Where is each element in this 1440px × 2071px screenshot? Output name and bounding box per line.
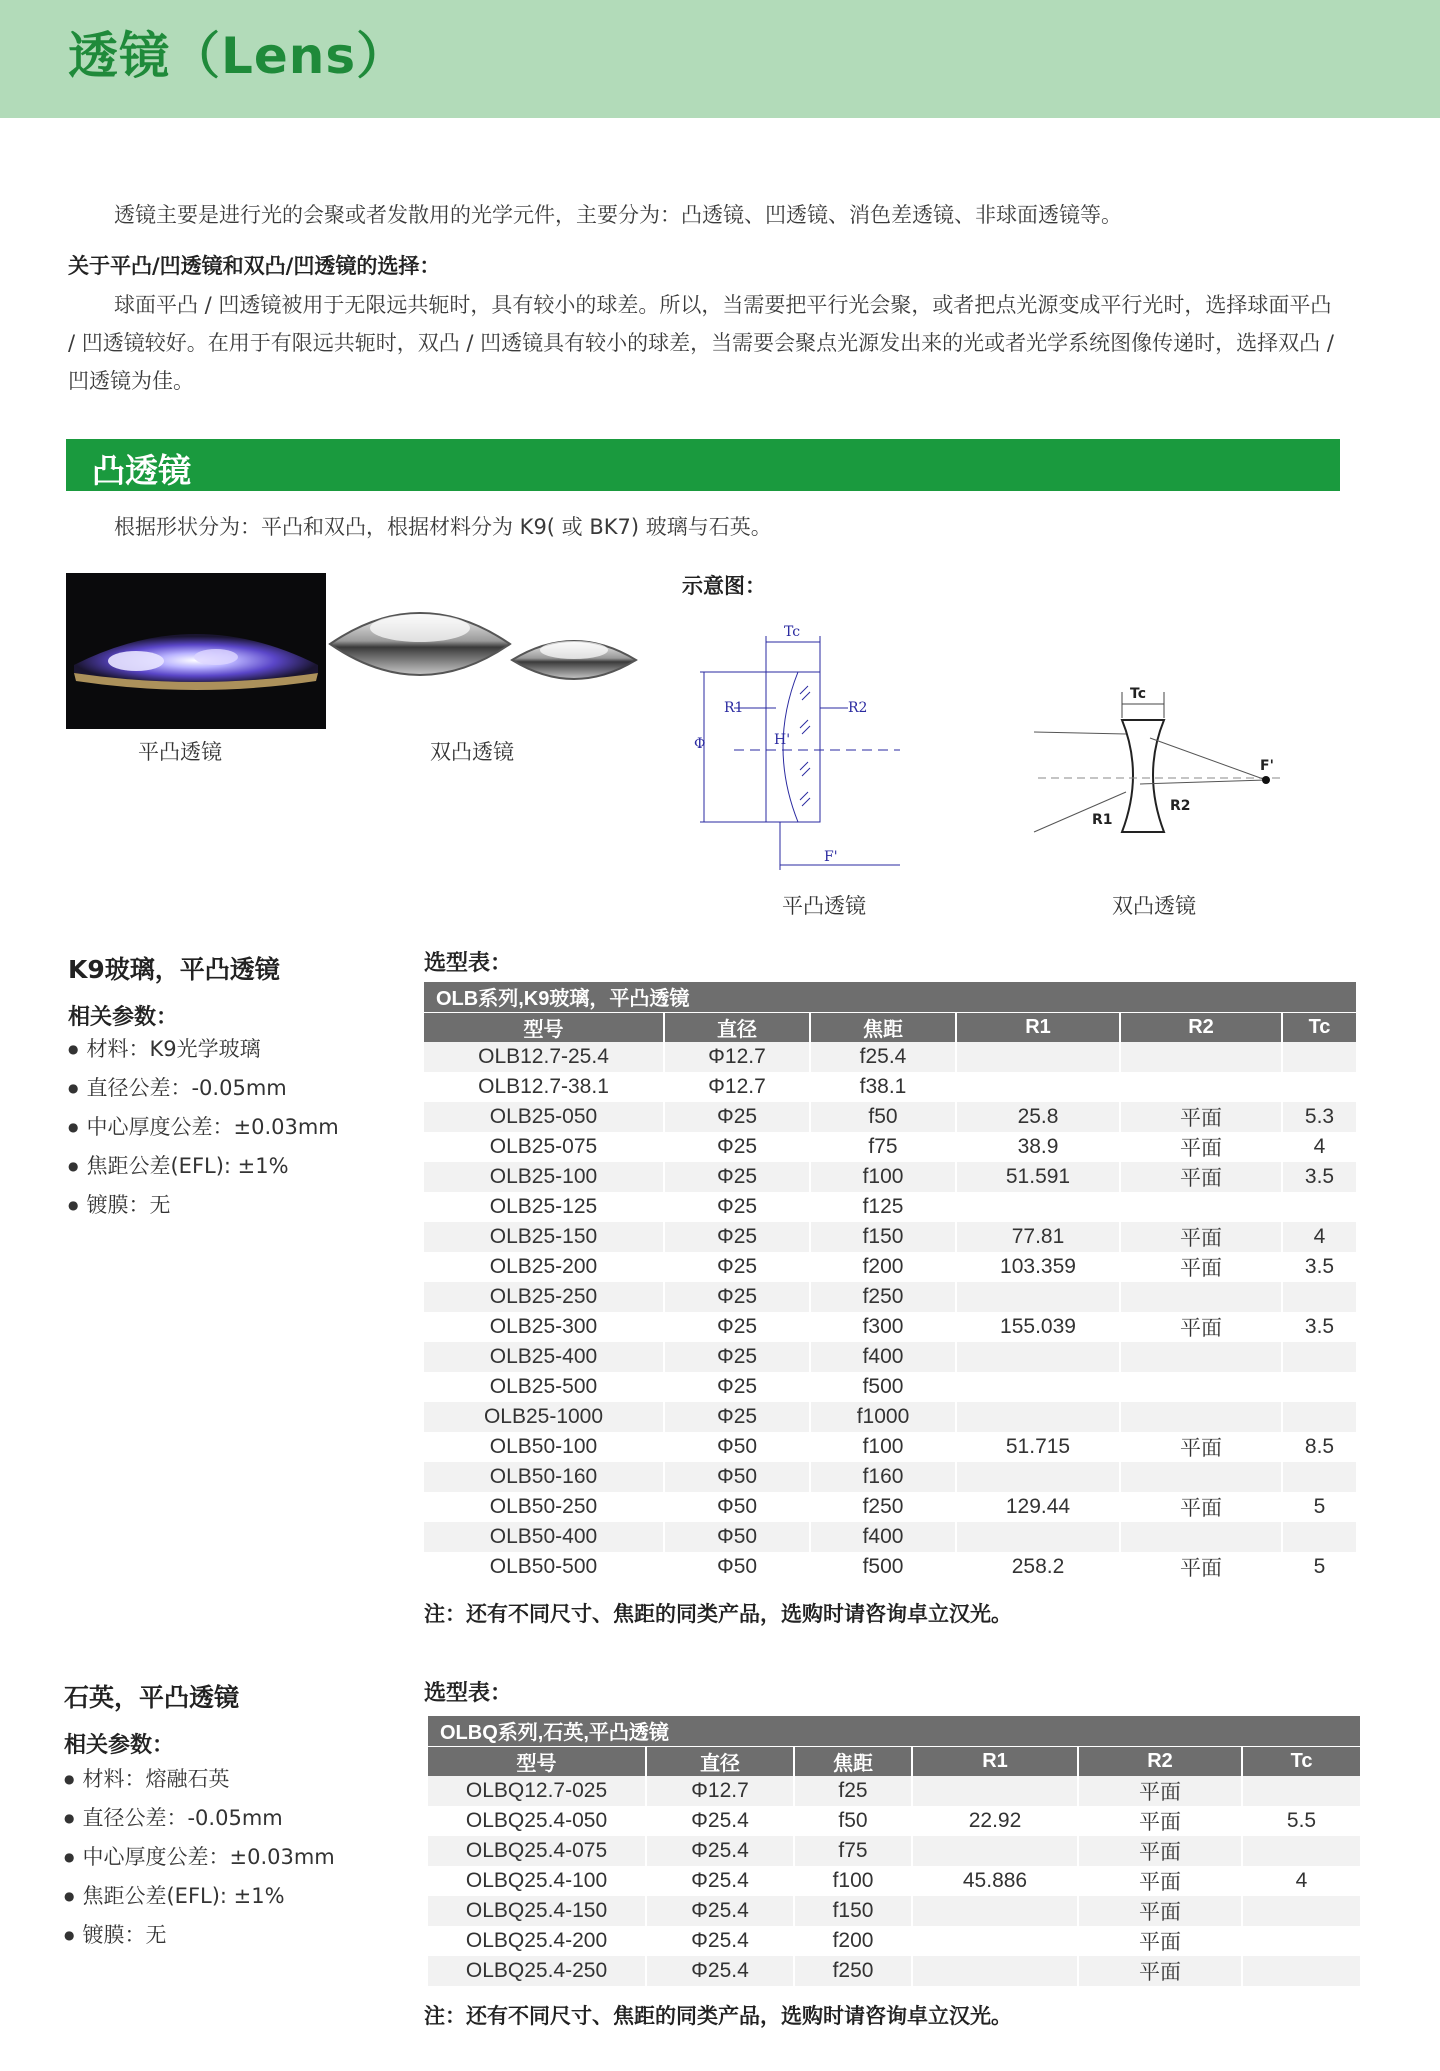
quartz-selection-table <box>428 1716 1360 1986</box>
table-cell: Φ50 <box>664 1552 810 1582</box>
plano-r2-label: R2 <box>848 700 868 716</box>
table-cell <box>956 1282 1120 1312</box>
plano-tc-label: Tc <box>784 624 801 640</box>
table-cell <box>1282 1282 1356 1312</box>
table-cell: OLB25-125 <box>424 1192 664 1222</box>
table-cell: 25.8 <box>956 1102 1120 1132</box>
table-cell: Φ25.4 <box>646 1806 794 1836</box>
table-cell: f160 <box>810 1462 956 1492</box>
table-cell: Φ25 <box>664 1372 810 1402</box>
table-cell: 平面 <box>1078 1956 1242 1986</box>
plano-phi-label: Φ <box>694 736 706 752</box>
biconvex-lens-photo <box>326 588 642 716</box>
table-cell: 平面 <box>1120 1252 1282 1282</box>
table-row <box>424 1432 1356 1462</box>
quartz-table-title: OLBQ系列,石英,平凸透镜 <box>428 1716 1360 1746</box>
table-cell: OLB25-1000 <box>424 1402 664 1432</box>
table-cell: 8.5 <box>1282 1432 1356 1462</box>
table-row <box>428 1896 1360 1926</box>
table-cell: 5 <box>1282 1552 1356 1582</box>
k9-params-list <box>68 1030 339 1225</box>
table-cell: OLB25-150 <box>424 1222 664 1252</box>
biconvex-tc-label: Tc <box>1130 686 1146 702</box>
table-cell: f50 <box>794 1806 912 1836</box>
table-cell: f400 <box>810 1342 956 1372</box>
table-cell: f125 <box>810 1192 956 1222</box>
table-row <box>424 1192 1356 1222</box>
table-cell: Φ25 <box>664 1222 810 1252</box>
table-row <box>428 1836 1360 1866</box>
biconvex-r2-label: R2 <box>1170 798 1191 814</box>
table-row <box>424 1492 1356 1522</box>
table-cell: OLB50-160 <box>424 1462 664 1492</box>
table-row <box>424 1252 1356 1282</box>
table-cell: Φ25.4 <box>646 1836 794 1866</box>
quartz-params-label: 相关参数： <box>64 1733 175 1758</box>
k9-note: 注：还有不同尺寸、焦距的同类产品，选购时请咨询卓立汉光。 <box>424 1602 1012 1626</box>
biconvex-diagram <box>1030 682 1290 852</box>
table-cell: f500 <box>810 1372 956 1402</box>
table-cell: OLBQ25.4-200 <box>428 1926 646 1956</box>
choice-heading: 关于平凸/凹透镜和双凸/凹透镜的选择： <box>68 254 441 278</box>
table-cell: 22.92 <box>912 1806 1078 1836</box>
table-cell <box>1120 1462 1282 1492</box>
table-row <box>424 1522 1356 1552</box>
table-cell: Φ50 <box>664 1492 810 1522</box>
column-header: 直径 <box>646 1746 794 1776</box>
table-cell: Φ25 <box>664 1402 810 1432</box>
table-row <box>424 1402 1356 1432</box>
param-item: ● 直径公差：-0.05mm <box>68 1069 339 1108</box>
table-cell: OLB25-075 <box>424 1132 664 1162</box>
table-cell <box>1282 1072 1356 1102</box>
table-cell <box>1120 1072 1282 1102</box>
table-cell <box>1120 1342 1282 1372</box>
table-cell <box>1120 1282 1282 1312</box>
table-cell <box>1282 1192 1356 1222</box>
table-cell <box>956 1402 1120 1432</box>
table-cell <box>912 1776 1078 1806</box>
table-cell: Φ25 <box>664 1282 810 1312</box>
table-cell <box>1282 1342 1356 1372</box>
choice-text: 球面平凸 / 凹透镜被用于无限远共轭时，具有较小的球差。所以，当需要把平行光会聚，或者把点光源变成平行光时，选择球面平凸 / 凹透镜较好。在用于有限远共轭时，双凸 / 凹透镜具有较小的球差，当需要会聚点光源发出来的光或者光学系统图像传递时，选择双凸 / 凹透镜为佳。 <box>68 293 1334 393</box>
table-cell: OLB25-400 <box>424 1342 664 1372</box>
table-cell <box>1242 1836 1360 1866</box>
diagram-title: 示意图： <box>682 574 766 598</box>
biconvex-diagram-caption: 双凸透镜 <box>1112 894 1196 918</box>
table-cell <box>956 1072 1120 1102</box>
table-cell: 平面 <box>1078 1776 1242 1806</box>
table-cell: 155.039 <box>956 1312 1120 1342</box>
table-cell <box>956 1372 1120 1402</box>
table-cell <box>912 1956 1078 1986</box>
column-header: 型号 <box>424 1012 664 1042</box>
table-cell <box>1282 1372 1356 1402</box>
table-row <box>428 1776 1360 1806</box>
table-cell: f100 <box>810 1162 956 1192</box>
table-cell <box>1120 1042 1282 1072</box>
k9-params-label: 相关参数： <box>68 1005 179 1030</box>
table-cell: OLBQ25.4-075 <box>428 1836 646 1866</box>
table-cell: OLB25-500 <box>424 1372 664 1402</box>
quartz-heading: 石英，平凸透镜 <box>64 1683 240 1712</box>
column-header: R1 <box>912 1746 1078 1776</box>
table-cell: OLB50-250 <box>424 1492 664 1522</box>
column-header: Tc <box>1242 1746 1360 1776</box>
table-cell: 平面 <box>1120 1492 1282 1522</box>
plano-photo-caption: 平凸透镜 <box>138 740 222 764</box>
table-cell: Φ25 <box>664 1252 810 1282</box>
param-item: ● 镀膜：无 <box>64 1916 335 1955</box>
param-item: ● 焦距公差(EFL): ±1% <box>64 1877 335 1916</box>
table-cell: 129.44 <box>956 1492 1120 1522</box>
table-row <box>424 1282 1356 1312</box>
column-header: 直径 <box>664 1012 810 1042</box>
table-cell: Φ25.4 <box>646 1956 794 1986</box>
section-description: 根据形状分为：平凸和双凸，根据材料分为 K9( 或 BK7) 玻璃与石英。 <box>114 515 772 539</box>
table-cell: 平面 <box>1078 1806 1242 1836</box>
quartz-table-label: 选型表： <box>424 1681 513 1706</box>
table-cell: f150 <box>810 1222 956 1252</box>
column-header: Tc <box>1282 1012 1356 1042</box>
page-header <box>0 0 1440 118</box>
table-row <box>424 1222 1356 1252</box>
table-cell: OLBQ25.4-050 <box>428 1806 646 1836</box>
k9-heading: K9玻璃，平凸透镜 <box>68 955 280 984</box>
table-row <box>424 1462 1356 1492</box>
table-cell: Φ25 <box>664 1132 810 1162</box>
table-row <box>424 1342 1356 1372</box>
table-cell: 3.5 <box>1282 1252 1356 1282</box>
table-cell: Φ50 <box>664 1462 810 1492</box>
table-cell: 平面 <box>1120 1552 1282 1582</box>
table-cell: Φ25 <box>664 1192 810 1222</box>
table-cell: 3.5 <box>1282 1162 1356 1192</box>
intro-text: 透镜主要是进行光的会聚或者发散用的光学元件，主要分为：凸透镜、凹透镜、消色差透镜、非球面透镜等。 <box>114 203 1122 227</box>
table-cell: f100 <box>810 1432 956 1462</box>
table-cell: Φ50 <box>664 1432 810 1462</box>
table-cell <box>956 1462 1120 1492</box>
table-cell: 平面 <box>1078 1866 1242 1896</box>
table-cell <box>1242 1896 1360 1926</box>
table-cell: f400 <box>810 1522 956 1552</box>
table-row <box>428 1926 1360 1956</box>
page-title: 透镜（Lens） <box>68 27 408 85</box>
table-cell <box>912 1896 1078 1926</box>
table-cell: 平面 <box>1078 1926 1242 1956</box>
table-cell: 5.5 <box>1242 1806 1360 1836</box>
plano-convex-diagram <box>680 620 920 880</box>
table-cell: Φ12.7 <box>646 1776 794 1806</box>
table-cell <box>1242 1956 1360 1986</box>
table-cell: OLBQ25.4-100 <box>428 1866 646 1896</box>
table-row <box>428 1806 1360 1836</box>
plano-convex-lens-photo <box>66 573 326 729</box>
table-cell <box>1282 1042 1356 1072</box>
table-cell: Φ25.4 <box>646 1866 794 1896</box>
param-item: ● 材料：熔融石英 <box>64 1760 335 1799</box>
table-cell <box>1242 1926 1360 1956</box>
table-row <box>424 1132 1356 1162</box>
table-row <box>428 1866 1360 1896</box>
table-cell: Φ25 <box>664 1162 810 1192</box>
table-cell <box>1120 1402 1282 1432</box>
plano-f-label: F' <box>824 849 838 865</box>
table-cell: 51.715 <box>956 1432 1120 1462</box>
table-cell: 平面 <box>1078 1836 1242 1866</box>
table-cell: f75 <box>794 1836 912 1866</box>
table-cell: Φ25 <box>664 1342 810 1372</box>
table-cell: f38.1 <box>810 1072 956 1102</box>
table-cell: 平面 <box>1078 1896 1242 1926</box>
table-row <box>424 1072 1356 1102</box>
k9-selection-table <box>424 982 1356 1582</box>
table-cell: OLB25-250 <box>424 1282 664 1312</box>
table-cell <box>956 1192 1120 1222</box>
table-cell <box>912 1836 1078 1866</box>
biconvex-f-label: F' <box>1260 758 1274 774</box>
table-cell: Φ25 <box>664 1312 810 1342</box>
table-cell <box>1120 1522 1282 1552</box>
table-cell: 平面 <box>1120 1132 1282 1162</box>
table-row <box>424 1162 1356 1192</box>
quartz-params-list <box>64 1760 335 1955</box>
column-header: R1 <box>956 1012 1120 1042</box>
table-cell: f1000 <box>810 1402 956 1432</box>
table-cell: Φ12.7 <box>664 1042 810 1072</box>
param-item: ● 中心厚度公差：±0.03mm <box>64 1838 335 1877</box>
table-cell: OLBQ12.7-025 <box>428 1776 646 1806</box>
table-cell <box>1120 1372 1282 1402</box>
section-title: 凸透镜 <box>92 451 191 490</box>
table-cell <box>1242 1776 1360 1806</box>
table-cell: OLB25-300 <box>424 1312 664 1342</box>
table-cell: 平面 <box>1120 1102 1282 1132</box>
table-cell: Φ25.4 <box>646 1896 794 1926</box>
param-item: ● 材料：K9光学玻璃 <box>68 1030 339 1069</box>
param-item: ● 焦距公差(EFL): ±1% <box>68 1147 339 1186</box>
table-cell: 45.886 <box>912 1866 1078 1896</box>
param-item: ● 中心厚度公差：±0.03mm <box>68 1108 339 1147</box>
table-cell: 38.9 <box>956 1132 1120 1162</box>
table-cell <box>956 1342 1120 1372</box>
table-cell: Φ25 <box>664 1102 810 1132</box>
table-cell: OLB50-100 <box>424 1432 664 1462</box>
table-cell <box>1282 1402 1356 1432</box>
table-cell: 5 <box>1282 1492 1356 1522</box>
table-cell: OLB25-100 <box>424 1162 664 1192</box>
table-row <box>424 1102 1356 1132</box>
table-cell <box>912 1926 1078 1956</box>
table-cell: Φ50 <box>664 1522 810 1552</box>
k9-table-label: 选型表： <box>424 951 513 976</box>
table-row <box>424 1552 1356 1582</box>
table-cell: f250 <box>794 1956 912 1986</box>
table-cell <box>956 1522 1120 1552</box>
table-cell: 4 <box>1282 1222 1356 1252</box>
table-cell: f75 <box>810 1132 956 1162</box>
column-header: 型号 <box>428 1746 646 1776</box>
plano-h-label: H' <box>774 732 791 748</box>
table-cell: 4 <box>1282 1132 1356 1162</box>
table-cell: 4 <box>1242 1866 1360 1896</box>
column-header: 焦距 <box>810 1012 956 1042</box>
table-row <box>424 1312 1356 1342</box>
table-cell: 平面 <box>1120 1162 1282 1192</box>
table-cell: 平面 <box>1120 1432 1282 1462</box>
table-cell: Φ12.7 <box>664 1072 810 1102</box>
table-cell: f100 <box>794 1866 912 1896</box>
table-cell: Φ25.4 <box>646 1926 794 1956</box>
quartz-note: 注：还有不同尺寸、焦距的同类产品，选购时请咨询卓立汉光。 <box>424 2004 1012 2028</box>
table-cell: 平面 <box>1120 1312 1282 1342</box>
table-cell: f200 <box>794 1926 912 1956</box>
param-item: ● 镀膜：无 <box>68 1186 339 1225</box>
table-cell: OLBQ25.4-250 <box>428 1956 646 1986</box>
table-cell: 103.359 <box>956 1252 1120 1282</box>
table-cell <box>1282 1522 1356 1552</box>
table-cell: f50 <box>810 1102 956 1132</box>
table-cell: 77.81 <box>956 1222 1120 1252</box>
table-cell: OLB25-050 <box>424 1102 664 1132</box>
biconvex-photo-caption: 双凸透镜 <box>430 740 514 764</box>
k9-table-title: OLB系列,K9玻璃，平凸透镜 <box>424 982 1356 1012</box>
table-cell: OLB12.7-25.4 <box>424 1042 664 1072</box>
table-cell: 258.2 <box>956 1552 1120 1582</box>
table-cell: OLB50-400 <box>424 1522 664 1552</box>
table-row <box>424 1372 1356 1402</box>
table-cell: 3.5 <box>1282 1312 1356 1342</box>
table-row <box>428 1956 1360 1986</box>
param-item: ● 直径公差：-0.05mm <box>64 1799 335 1838</box>
table-cell: OLBQ25.4-150 <box>428 1896 646 1926</box>
table-cell: OLB50-500 <box>424 1552 664 1582</box>
column-header: 焦距 <box>794 1746 912 1776</box>
section-bar <box>66 439 1340 491</box>
table-cell: f300 <box>810 1312 956 1342</box>
plano-r1-label: R1 <box>724 700 744 716</box>
table-cell: f500 <box>810 1552 956 1582</box>
table-cell: OLB12.7-38.1 <box>424 1072 664 1102</box>
table-cell: f25 <box>794 1776 912 1806</box>
table-cell <box>1282 1462 1356 1492</box>
table-cell: 5.3 <box>1282 1102 1356 1132</box>
table-cell: f250 <box>810 1492 956 1522</box>
table-cell: f25.4 <box>810 1042 956 1072</box>
table-cell: f200 <box>810 1252 956 1282</box>
table-cell: f250 <box>810 1282 956 1312</box>
table-cell <box>1120 1192 1282 1222</box>
biconvex-r1-label: R1 <box>1092 812 1113 828</box>
table-row <box>424 1042 1356 1072</box>
table-cell: 平面 <box>1120 1222 1282 1252</box>
table-cell: f150 <box>794 1896 912 1926</box>
table-cell <box>956 1042 1120 1072</box>
column-header: R2 <box>1120 1012 1282 1042</box>
table-cell: 51.591 <box>956 1162 1120 1192</box>
plano-diagram-caption: 平凸透镜 <box>782 894 866 918</box>
table-cell: OLB25-200 <box>424 1252 664 1282</box>
column-header: R2 <box>1078 1746 1242 1776</box>
